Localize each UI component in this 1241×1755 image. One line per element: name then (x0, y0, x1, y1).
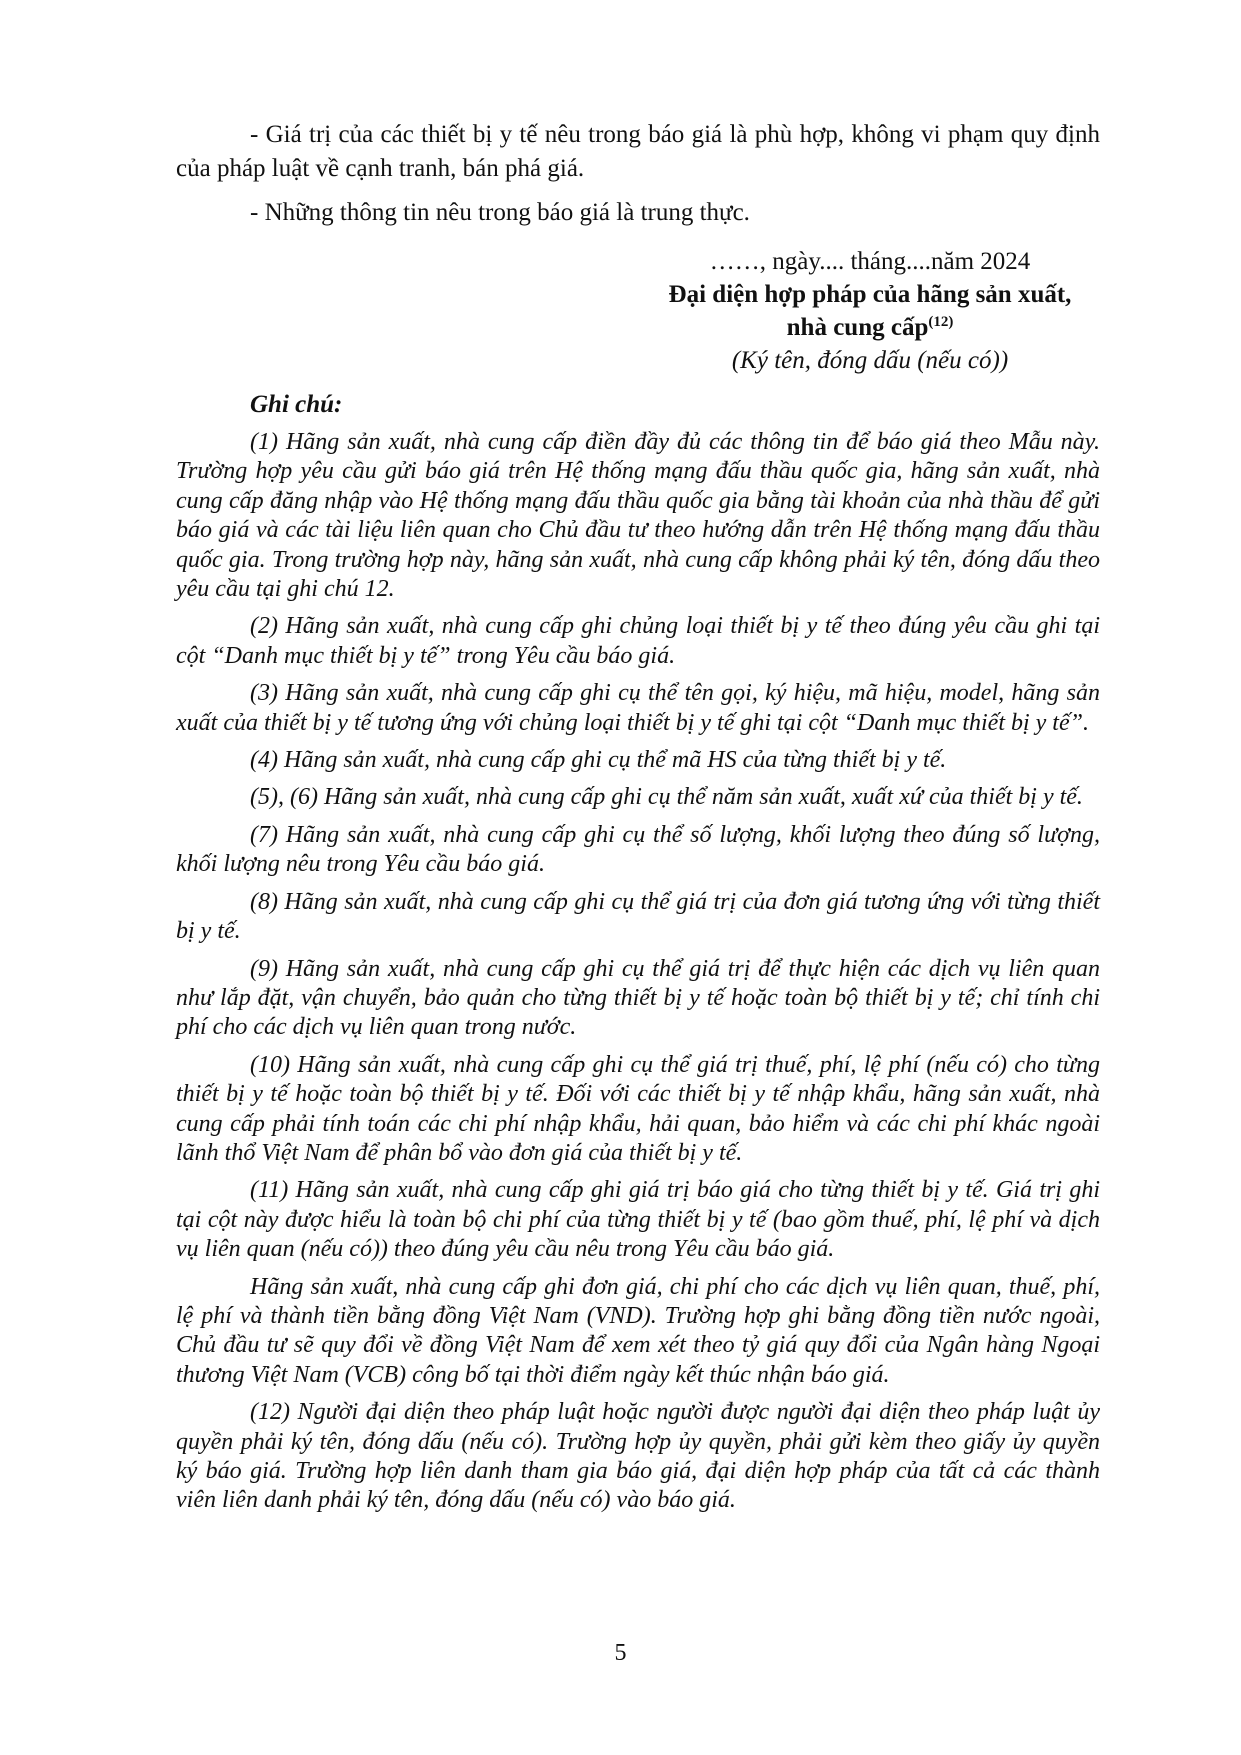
note-item: (9) Hãng sản xuất, nhà cung cấp ghi cụ thể giá trị để thực hiện các dịch vụ liên quan như lắp đặt, vận chuyển, bảo quản cho từng thiết bị y tế hoặc toàn bộ thiết bị y tế; chỉ tính chi phí cho các dịch vụ liên quan trong nước. (176, 955, 1100, 1041)
note-item: (7) Hãng sản xuất, nhà cung cấp ghi cụ thể số lượng, khối lượng theo đúng số lượng, khối lượng nêu trong Yêu cầu báo giá. (176, 821, 1100, 878)
intro-section (176, 118, 1100, 230)
intro-paragraph-1: - Giá trị của các thiết bị y tế nêu trong báo giá là phù hợp, không vi phạm quy định của pháp luật về cạnh tranh, bán phá giá. (176, 121, 1100, 182)
sign-note: (Ký tên, đóng dấu (nếu có)) (731, 347, 1009, 374)
note-item: (3) Hãng sản xuất, nhà cung cấp ghi cụ thể tên gọi, ký hiệu, mã hiệu, model, hãng sản xuất của thiết bị y tế tương ứng với chủng loại thiết bị y tế ghi tại cột “Danh mục thiết bị y tế”. (176, 680, 1100, 736)
signature-block (620, 246, 1120, 377)
note-item: (8) Hãng sản xuất, nhà cung cấp ghi cụ thể giá trị của đơn giá tương ứng với từng thiết bị y tế. (176, 888, 1100, 945)
note-item: Hãng sản xuất, nhà cung cấp ghi đơn giá, chi phí cho các dịch vụ liên quan, thuế, phí, lệ phí và thành tiền bằng đồng Việt Nam (VND). Trường hợp ghi bằng đồng tiền nước ngoài, Chủ đầu tư sẽ quy đổi về đồng Việt Nam để xem xét theo tỷ giá quy đổi của Ngân hàng Ngoại thương Việt Nam (VCB) công bố tại thời điểm ngày kết thúc nhận báo giá. (176, 1273, 1100, 1388)
notes-section (176, 390, 1100, 1524)
page-number: 5 (614, 1640, 627, 1666)
intro-paragraph-2: - Những thông tin nêu trong báo giá là trung thực. (250, 199, 750, 226)
note-item: (10) Hãng sản xuất, nhà cung cấp ghi cụ thể giá trị thuế, phí, lệ phí (nếu có) cho từng thiết bị y tế hoặc toàn bộ thiết bị y tế. Đối với các thiết bị y tế nhập khẩu, hãng sản xuất, nhà cung cấp phải tính toán các chi phí nhập khẩu, hải quan, bảo hiểm và các chi phí khác ngoài lãnh thổ Việt Nam để phân bổ vào đơn giá của thiết bị y tế. (176, 1051, 1100, 1166)
note-item: (12) Người đại diện theo pháp luật hoặc người được người đại diện theo pháp luật ủy quyền phải ký tên, đóng dấu (nếu có). Trường hợp ủy quyền, phải gửi kèm theo giấy ủy quyền ký báo giá. Trường hợp liên danh tham gia báo giá, đại diện hợp pháp của tất cả các thành viên liên danh phải ký tên, đóng dấu (nếu có) vào báo giá. (176, 1399, 1100, 1514)
date-line: ……, ngày.... tháng....năm 2024 (709, 248, 1031, 275)
note-item: (4) Hãng sản xuất, nhà cung cấp ghi cụ thể mã HS của từng thiết bị y tế. (250, 747, 947, 774)
role-line-2 (620, 311, 1120, 344)
role-line-2-text: nhà cung cấp (786, 314, 929, 341)
notes-heading: Ghi chú: (250, 391, 343, 418)
note-item: (2) Hãng sản xuất, nhà cung cấp ghi chủng loại thiết bị y tế theo đúng yêu cầu ghi tại cột “Danh mục thiết bị y tế” trong Yêu cầu báo giá. (176, 613, 1100, 669)
note-item: (11) Hãng sản xuất, nhà cung cấp ghi giá trị báo giá cho từng thiết bị y tế. Giá trị ghi tại cột này được hiểu là toàn bộ chi phí của từng thiết bị y tế (bao gồm thuế, phí, lệ phí và dịch vụ liên quan (nếu có)) theo đúng yêu cầu nêu trong Yêu cầu báo giá. (176, 1177, 1100, 1263)
role-line-1: Đại diện hợp pháp của hãng sản xuất, (668, 281, 1072, 308)
note-item: (5), (6) Hãng sản xuất, nhà cung cấp ghi cụ thể năm sản xuất, xuất xứ của thiết bị y tế. (250, 784, 1083, 811)
note-item: (1) Hãng sản xuất, nhà cung cấp điền đầy đủ các thông tin để báo giá theo Mẫu này. Trường hợp yêu cầu gửi báo giá trên Hệ thống mạng đấu thầu quốc gia, hãng sản xuất, nhà cung cấp đăng nhập vào Hệ thống mạng đấu thầu quốc gia bằng tài khoản của nhà thầu để gửi báo giá và các tài liệu liên quan cho Chủ đầu tư theo hướng dẫn trên Hệ thống mạng đấu thầu quốc gia. Trong trường hợp này, hãng sản xuất, nhà cung cấp không phải ký tên, đóng dấu theo yêu cầu tại ghi chú 12. (176, 429, 1100, 603)
footnote-ref-12: (12) (928, 314, 954, 330)
